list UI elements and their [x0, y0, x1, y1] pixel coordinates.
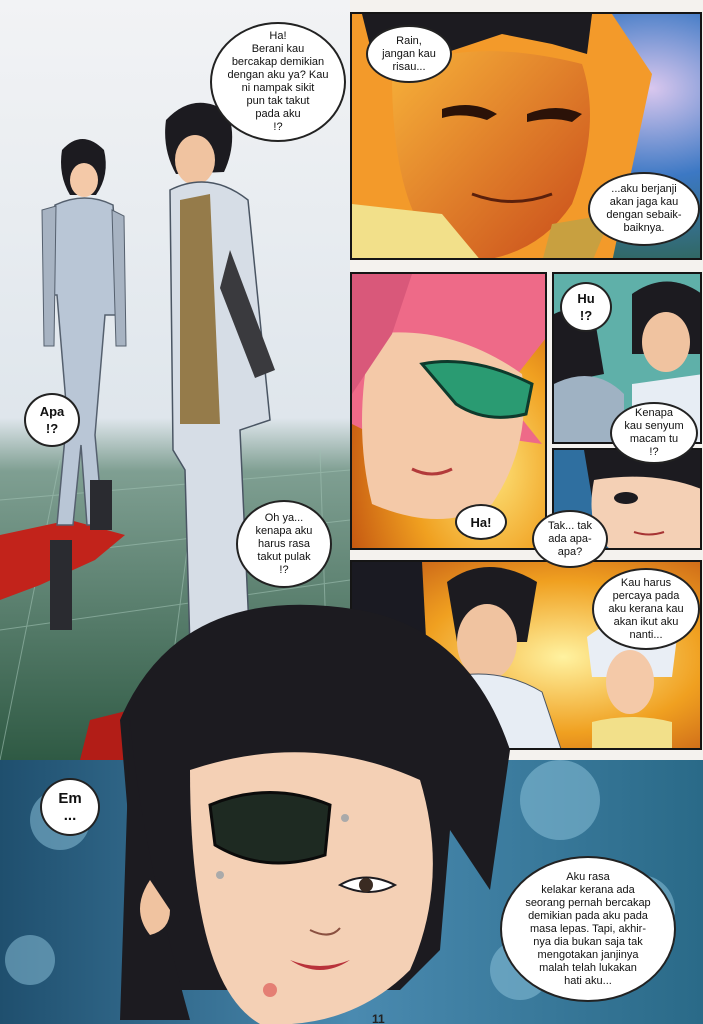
speech-bubble-aku-rasa	[500, 856, 676, 1002]
speech-bubble-oh-ya	[236, 500, 332, 588]
speech-bubble-ha	[455, 504, 507, 540]
bubble-text: Ha!	[470, 514, 492, 530]
pink-hair-art	[352, 274, 547, 550]
bubble-text: Ha! Berani kau bercakap demikian dengan aku ya? Kau ni nampak sikit pun tak takut pada aku !?	[227, 30, 329, 133]
eyepatch-face-art	[100, 600, 520, 1024]
bubble-text: Oh ya... kenapa aku harus rasa takut pulak !?	[255, 511, 313, 576]
speech-bubble-kenapa-senyum	[610, 402, 698, 464]
bubble-text: Em ...	[58, 790, 82, 824]
speech-bubble-aku-berjanji	[588, 172, 700, 246]
bubble-text: Kau harus percaya pada aku kerana kau akan ikut aku nanti...	[608, 576, 684, 641]
bubble-text: Rain, jangan kau risau...	[382, 34, 436, 73]
bubble-text: ...aku berjanji akan jaga kau dengan sebaik- baiknya.	[606, 183, 682, 234]
bubble-text: Aku rasa kelakar kerana ada seorang pernah bercakap demikian pada aku pada masa lepas. Tapi, akhir- nya dia bukan saja tak mengotakan janjinya malah telah lukakan hati aku...	[525, 870, 651, 987]
speech-bubble-ha-berani	[210, 22, 346, 142]
speech-bubble-rain	[366, 25, 452, 83]
page-number: 11	[372, 1012, 385, 1024]
bubble-text: Kenapa kau senyum macam tu !?	[624, 407, 684, 458]
eyepatch-face	[100, 600, 520, 1024]
speech-bubble-em	[40, 778, 100, 836]
bubble-text: Apa !?	[39, 404, 65, 436]
speech-bubble-hu	[560, 282, 612, 332]
bubble-text: Tak... tak ada apa- apa?	[547, 519, 593, 558]
speech-bubble-apa	[24, 393, 80, 447]
speech-bubble-tak-ada	[532, 510, 608, 568]
panel-pink-hair	[350, 272, 547, 550]
speech-bubble-kau-harus	[592, 568, 700, 650]
bubble-text: Hu !?	[577, 291, 595, 323]
